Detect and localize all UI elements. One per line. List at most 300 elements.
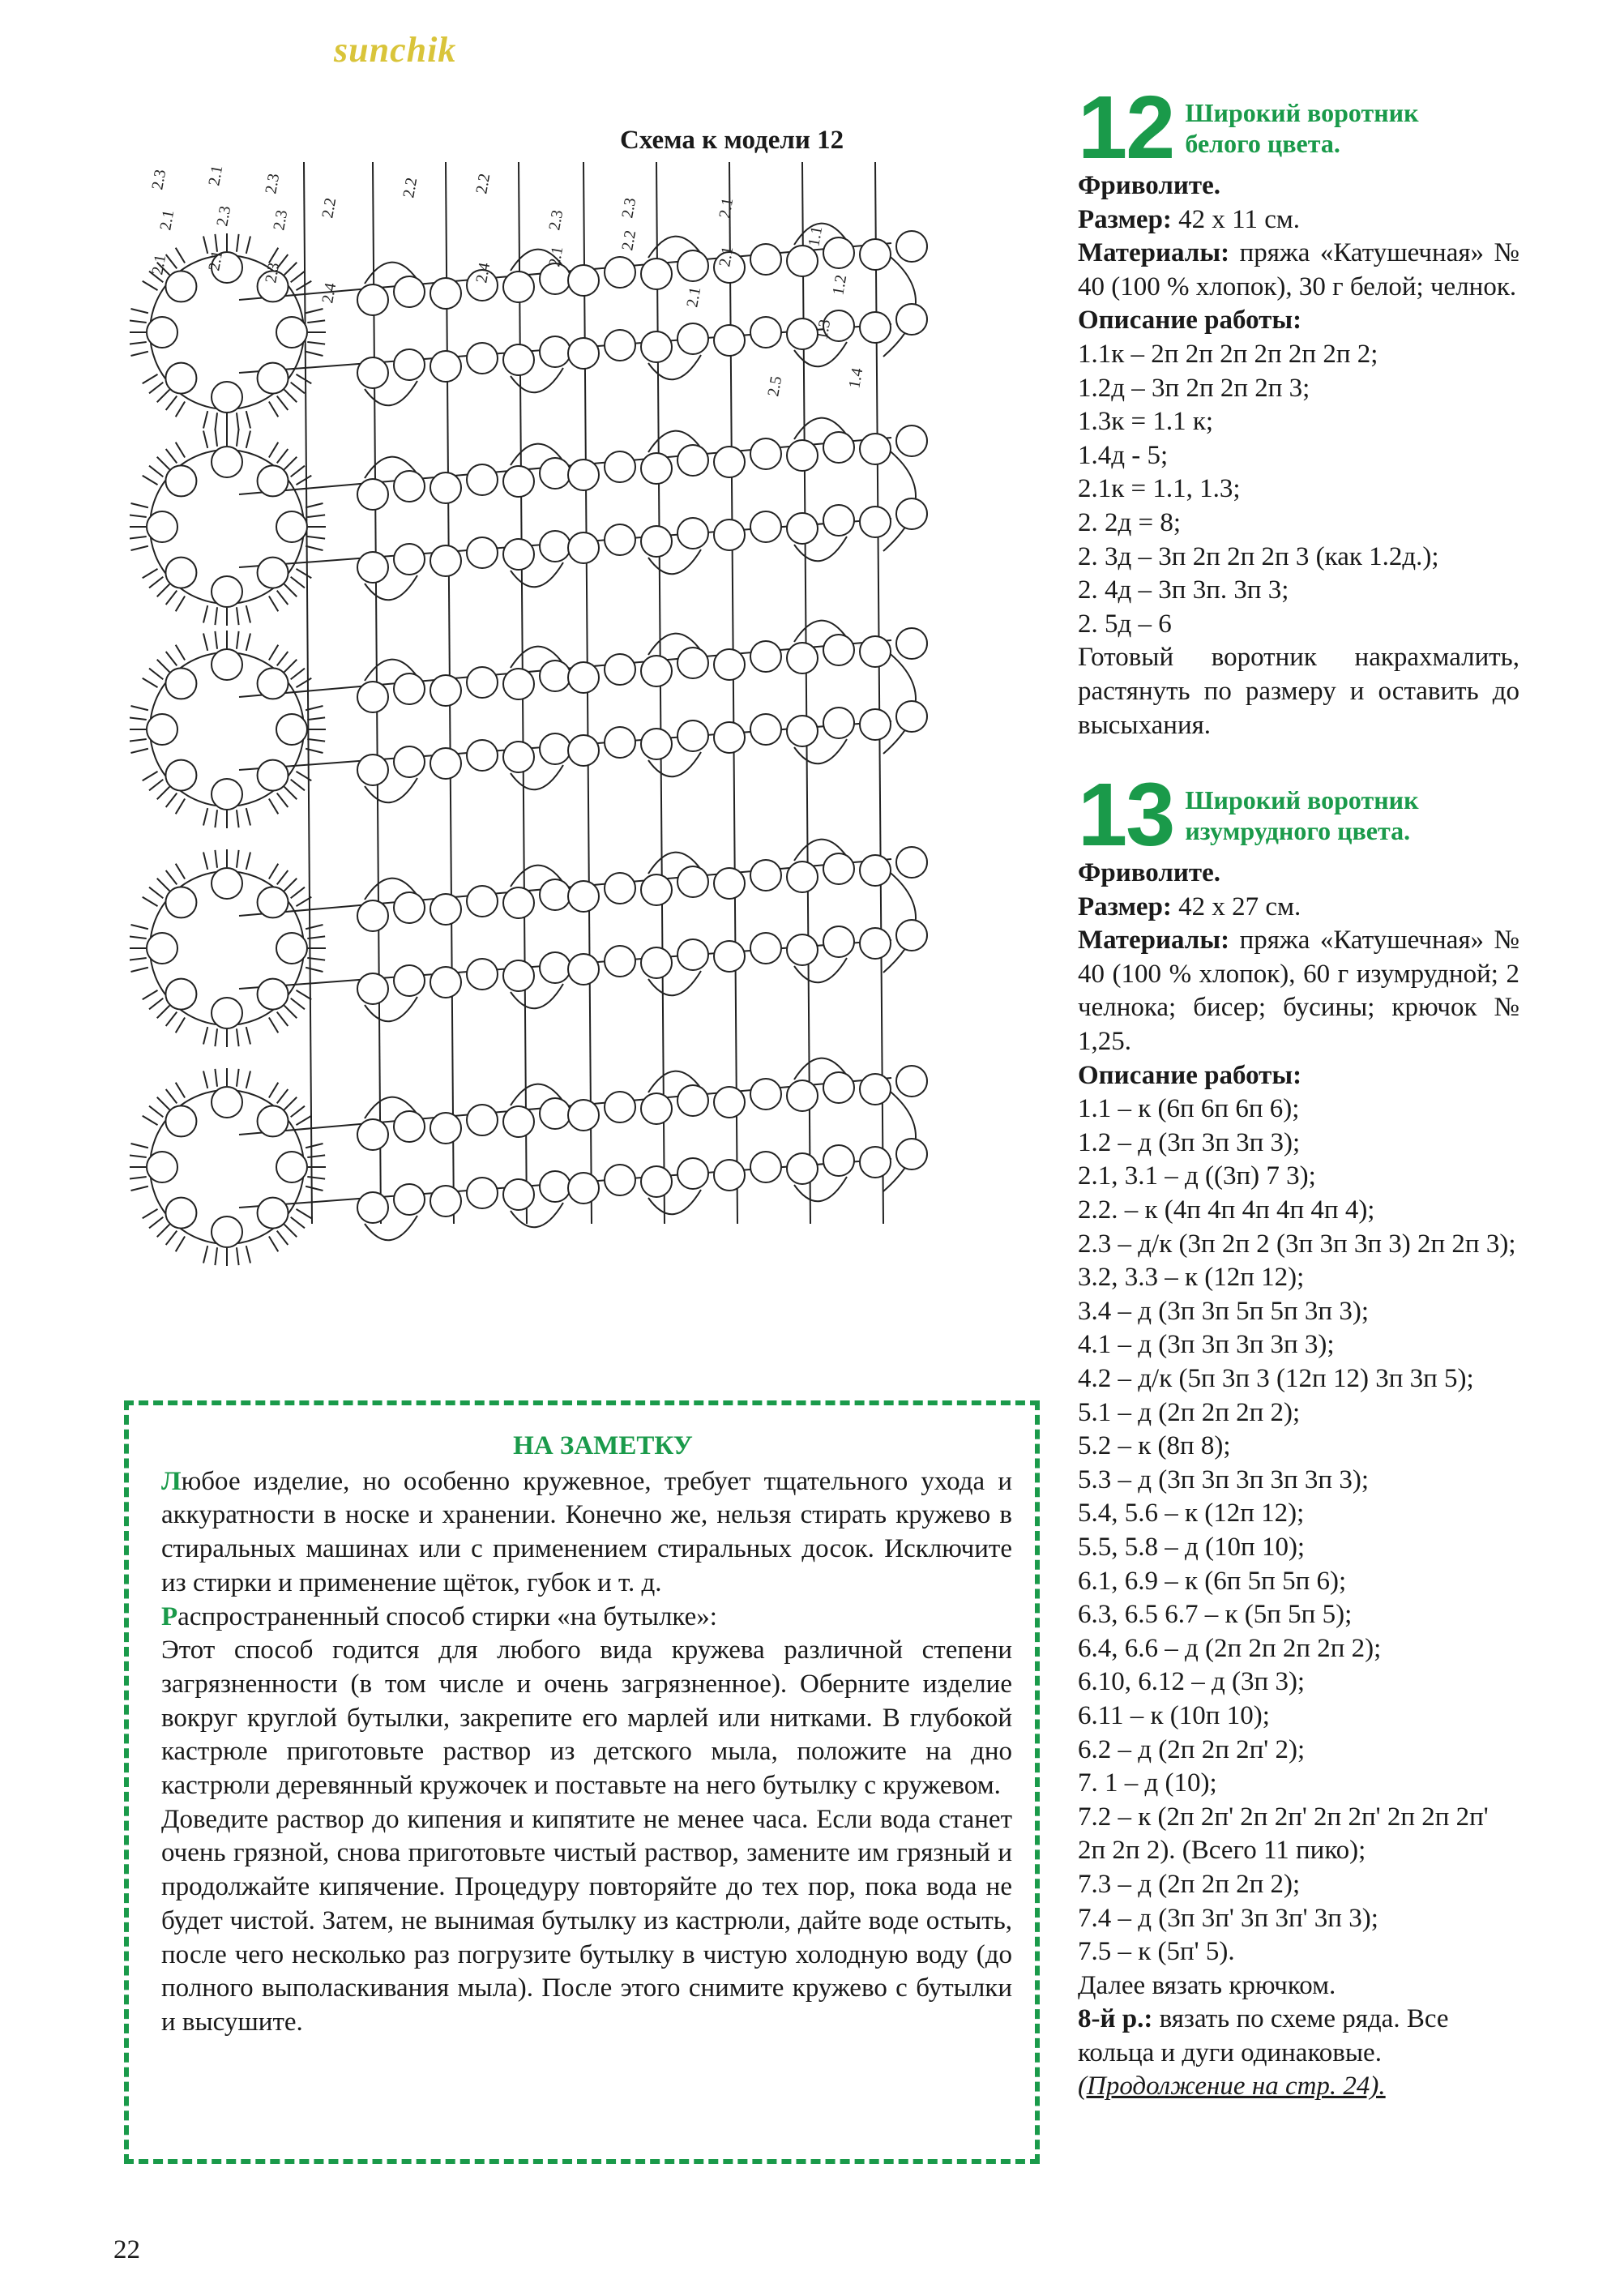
ring-node [750, 244, 781, 275]
picot [149, 669, 163, 680]
ring-node [787, 862, 818, 892]
ring-node [641, 453, 672, 484]
picot [291, 1217, 305, 1229]
step-line: 3.2, 3.3 – к (12п 12); [1078, 1263, 1305, 1293]
ring-node [430, 1113, 461, 1144]
ring-node [503, 344, 534, 375]
picot [296, 476, 311, 485]
model12-title-line2: белого цвета. [1185, 128, 1340, 158]
picot [130, 320, 147, 323]
picot [269, 401, 278, 417]
ring-node [641, 331, 672, 362]
diagram-label: 2.1 [716, 196, 737, 220]
ring-node [212, 1087, 242, 1118]
ring-node [165, 760, 196, 791]
picot [203, 808, 207, 825]
model12-steps [1078, 338, 1519, 641]
ring-node [430, 1186, 461, 1216]
picot [291, 466, 305, 477]
model12-final: Готовый воротник накрахмалить, растянуть по размеру и оставить до высыхания. [1078, 643, 1519, 740]
note-paragraph-2 [161, 1601, 1012, 1635]
ring-node [212, 576, 242, 607]
diagram-label: 2.3 [262, 261, 284, 284]
picot [237, 1069, 239, 1087]
ring-node [714, 722, 745, 753]
picot [130, 515, 147, 517]
picot [269, 1017, 278, 1033]
picot [149, 998, 163, 1010]
ring-node [357, 1192, 388, 1223]
picot [176, 1017, 185, 1033]
ring-node [714, 1087, 745, 1118]
model12-size [1078, 203, 1519, 237]
ring-node [677, 250, 708, 281]
ring-node [714, 447, 745, 477]
model13-title [1185, 785, 1418, 846]
ring-node [503, 960, 534, 991]
picot [157, 390, 170, 403]
ring-node [165, 271, 196, 301]
model13-size [1078, 891, 1519, 925]
ring-node [165, 979, 196, 1010]
note-paragraph-4: Доведите раствор до кипения и кипятите не менее часа. Если вода станет очень грязной, снова приготовьте чистый раствор, замените им грязный и продолжайте кипячение. Процедуру повторяйте до тех пор, пока вода не будет чистой. Затем, не вынимая бутылку из кастрюли, дайте воде остыть, после чего несколько раз погрузите бутылку в чистую холодную воду (до полного выполаскивания мыла). После этого снимите кружево с бутылки и высушите. [161, 1804, 1012, 2037]
picot [306, 1144, 323, 1148]
ring-node [896, 1139, 927, 1169]
picot [277, 1089, 288, 1103]
ring-node [860, 434, 891, 464]
picot [306, 968, 323, 972]
ring-node [605, 257, 635, 288]
ring-node [896, 425, 927, 456]
picot [143, 772, 158, 780]
ring-node [165, 887, 196, 917]
ring-node [823, 505, 854, 536]
ring-node [357, 973, 388, 1004]
picot [237, 810, 239, 827]
picot [277, 793, 288, 807]
picot [203, 852, 207, 869]
picot [157, 1006, 170, 1019]
picot [149, 1217, 163, 1229]
ring-node [750, 860, 781, 891]
picot [203, 236, 207, 253]
picot [246, 411, 250, 428]
picot [284, 390, 297, 403]
picot [237, 631, 239, 649]
picot [149, 577, 163, 588]
ring-node [860, 1074, 891, 1105]
diagram-label: 2.3 [270, 208, 292, 232]
instructions-column [1078, 78, 1519, 2104]
picot [166, 793, 177, 807]
ring-node [165, 668, 196, 699]
picot [203, 430, 207, 447]
step-line: 7.5 – к (5п' 5). [1078, 1937, 1235, 1967]
ring-node [147, 714, 177, 745]
ring-node [568, 460, 599, 490]
size-value: 42 х 11 см. [1171, 204, 1300, 234]
picot [130, 342, 147, 344]
picot [296, 569, 311, 578]
ring-node [750, 317, 781, 348]
ring-node [258, 1105, 288, 1136]
ring-node [258, 558, 288, 588]
picot [291, 887, 305, 899]
ring-node [394, 1111, 425, 1142]
ring-node [212, 447, 242, 477]
ring-node [357, 900, 388, 931]
ring-node [605, 727, 635, 758]
picot [166, 1231, 177, 1245]
ring-node [258, 1198, 288, 1229]
picot [166, 1012, 177, 1026]
step-line: 2.1к = 1.1, 1.3; [1078, 474, 1241, 504]
diagram-label: 2.3 [262, 172, 284, 195]
ring-node [568, 532, 599, 563]
ring-node [276, 317, 307, 348]
picot [296, 1209, 311, 1218]
model13-header [1078, 765, 1519, 866]
picot [166, 652, 177, 665]
row8-label: 8-й р.: [1078, 2004, 1153, 2034]
ring-node [641, 947, 672, 978]
size-label: Размер: [1078, 891, 1172, 921]
thread-line [656, 162, 665, 1224]
picot [215, 234, 217, 252]
ring-node [165, 363, 196, 394]
picot [306, 352, 323, 356]
ring-node [823, 635, 854, 665]
ring-node [568, 1173, 599, 1204]
step-line: 2. 3д – 3п 2п 2п 2п 3 (как 1.2д.); [1078, 541, 1439, 571]
model13-title-line2: изумрудного цвета. [1185, 815, 1411, 845]
ring-node [258, 887, 288, 917]
ring-node [212, 779, 242, 810]
ring-node [750, 1152, 781, 1182]
picot [176, 596, 185, 611]
picot [284, 879, 297, 891]
materials-value: пряжа «Катушечная» № 40 (100 % хлопок), 60 г изумрудной; 2 челнока; бисер; бусины; крючок № 1,25. [1078, 926, 1519, 1057]
materials-label: Материалы: [1078, 238, 1230, 268]
ring-node [750, 1079, 781, 1110]
ring-node [787, 1153, 818, 1184]
ring-node [860, 855, 891, 886]
ring-node [467, 959, 498, 990]
picot [176, 798, 185, 814]
picot [291, 577, 305, 588]
diagram-title: Схема к модели 12 [620, 126, 844, 155]
picot [277, 1231, 288, 1245]
model12-header [1078, 78, 1519, 177]
diagram-label: 2.2 [472, 172, 494, 195]
picot [176, 864, 185, 879]
ring-node [677, 648, 708, 678]
ring-node [823, 237, 854, 268]
picot [157, 457, 170, 470]
picot [157, 660, 170, 673]
picot [176, 401, 185, 417]
step-line: 1.1 – к (6п 6п 6п 6); [1078, 1094, 1300, 1124]
picot [215, 1069, 217, 1087]
ring-node [641, 1093, 672, 1124]
picot [203, 605, 207, 622]
step-line: 7. 1 – д (10); [1078, 1768, 1217, 1798]
diagram-label: 2.1 [156, 208, 178, 232]
picot [130, 352, 147, 356]
step-line: 1.2д – 3п 2п 2п 2п 3; [1078, 373, 1310, 403]
picot [176, 645, 185, 661]
picot [149, 1106, 163, 1118]
ring-node [605, 873, 635, 904]
picot [203, 1246, 207, 1263]
model12-title-line1: Широкий воротник [1185, 97, 1419, 127]
picot [215, 1247, 217, 1265]
picot [157, 1097, 170, 1110]
picot [237, 413, 239, 430]
row8-text: вязать по схеме ряда. Все кольца и дуги одинаковые. [1078, 2004, 1449, 2067]
ring-node [714, 868, 745, 899]
picot [277, 396, 288, 410]
ring-node [605, 451, 635, 482]
step-line: 3.4 – д (3п 3п 5п 5п 3п 3); [1078, 1296, 1369, 1326]
picot [237, 850, 239, 868]
ring-node [896, 847, 927, 878]
picot [306, 1186, 323, 1191]
picot [176, 248, 185, 263]
step-line: 1.3к = 1.1 к; [1078, 407, 1214, 437]
ring-node [357, 755, 388, 785]
ring-node [823, 432, 854, 463]
diagram-label: 1.4 [845, 366, 867, 390]
ring-node [641, 729, 672, 759]
model13-steps [1078, 1092, 1519, 2003]
materials-label: Материалы: [1078, 926, 1230, 956]
note-title: НА ЗАМЕТКУ [513, 1431, 693, 1460]
ring-node [540, 879, 571, 910]
picot [307, 537, 325, 539]
ring-node [258, 668, 288, 699]
picot [237, 1247, 239, 1265]
picot [246, 430, 250, 447]
ring-node [750, 438, 781, 469]
picot [130, 936, 147, 938]
ring-node [276, 933, 307, 964]
step-line: 2. 2д = 8; [1078, 507, 1182, 537]
diagram-label: 2.4 [472, 261, 494, 284]
ring-node [677, 445, 708, 476]
picot [130, 1177, 147, 1179]
ring-node [860, 709, 891, 740]
picot [157, 879, 170, 891]
picot [215, 810, 217, 827]
picot [269, 798, 278, 814]
ring-node [503, 742, 534, 772]
ring-node [605, 330, 635, 361]
step-line: 6.10, 6.12 – д (3п 3); [1078, 1667, 1306, 1697]
picot [246, 808, 250, 825]
picot [307, 739, 325, 742]
thread-line [304, 162, 312, 1224]
ring-node [430, 967, 461, 998]
picot [143, 990, 158, 999]
picot [130, 925, 147, 929]
ring-node [540, 336, 571, 367]
ring-node [147, 1152, 177, 1182]
step-line: 6.3, 6.5 6.7 – к (5п 5п 5); [1078, 1600, 1353, 1630]
size-value: 42 х 27 см. [1171, 891, 1301, 921]
picot [284, 1225, 297, 1238]
ring-node [276, 511, 307, 542]
ring-node [750, 511, 781, 542]
ring-node [896, 628, 927, 659]
picot [306, 503, 323, 507]
step-line: 7.2 – к (2п 2п' 2п 2п' 2п 2п' 2п 2п 2п' 2п 2п 2). (Всего 11 пико); [1078, 1802, 1489, 1866]
picot [203, 633, 207, 650]
picot [176, 1236, 185, 1251]
ring-node [787, 246, 818, 276]
ring-node [147, 933, 177, 964]
ring-node [540, 458, 571, 489]
model13-desc-label: Описание работы: [1078, 1060, 1302, 1090]
ring-node [467, 464, 498, 495]
picot [130, 717, 147, 720]
ring-node [503, 466, 534, 497]
ring-node [258, 760, 288, 791]
step-line: 1.4д - 5; [1078, 440, 1169, 470]
picot [157, 584, 170, 597]
ring-node [430, 278, 461, 309]
thread-line [729, 162, 737, 1224]
diagram-label: 2.5 [764, 374, 786, 398]
picot [130, 537, 147, 539]
picot [215, 413, 217, 430]
picot [130, 739, 147, 742]
ring-node [165, 1105, 196, 1136]
picot [143, 1209, 158, 1218]
picot [306, 546, 323, 550]
ring-node [430, 472, 461, 503]
drop-cap: Р [161, 1601, 178, 1631]
ring-node [503, 1179, 534, 1210]
model12-number: 12 [1078, 78, 1174, 177]
ring-node [540, 661, 571, 691]
picot [166, 591, 177, 605]
ring-node [357, 479, 388, 510]
diagram-label: 2.3 [213, 204, 235, 228]
step-line: 7.3 – д (2п 2п 2п 2); [1078, 1869, 1301, 1899]
picot [269, 596, 278, 611]
picot [246, 236, 250, 253]
ring-node [677, 866, 708, 897]
ring-node [641, 656, 672, 686]
picot [237, 429, 239, 447]
ring-node [212, 649, 242, 680]
picot [277, 870, 288, 884]
model12-desc-label: Описание работы: [1078, 306, 1302, 336]
ring-node [677, 1158, 708, 1189]
note-paragraph-3: Этот способ годится для любого вида кружева различной степени загрязненности (в том числе и очень загрязненное). Оберните изделие вокруг круглой бутылки, закрепите его марлей или нитками. В глубокой кастрюле приготовьте раствор из детского мыла, положите на дно кастрюли деревянный кружочек и поставьте на него бутылку с кружевом. [161, 1635, 1012, 1801]
picot [296, 281, 311, 290]
ring-node [394, 673, 425, 704]
ring-node [605, 1092, 635, 1122]
picot [291, 383, 305, 394]
ring-node [258, 465, 288, 496]
step-line: 4.2 – д/к (5п 3п 3 (12п 12) 3п 3п 5); [1078, 1364, 1474, 1393]
continuation-link[interactable]: (Продолжение на стр. 24). [1078, 2072, 1386, 2101]
picot [166, 396, 177, 410]
ring-node [394, 276, 425, 307]
picot [130, 1155, 147, 1157]
picot [284, 584, 297, 597]
ring-node [860, 928, 891, 959]
ring-node [394, 746, 425, 777]
ring-node [677, 323, 708, 354]
picot [291, 669, 305, 680]
ring-node [787, 440, 818, 471]
picot [143, 374, 158, 383]
ring-node [394, 965, 425, 996]
picot [237, 607, 239, 625]
ring-node [896, 498, 927, 529]
picot [269, 248, 278, 263]
ring-node [357, 552, 388, 583]
picot [307, 717, 325, 720]
ring-node [540, 733, 571, 764]
picot [237, 1028, 239, 1046]
picot [149, 780, 163, 791]
note-text: аспространенный способ стирки «на бутылке»: [177, 1601, 717, 1631]
ring-node [540, 952, 571, 983]
ring-node [430, 351, 461, 382]
model13-technique: Фриволите. [1078, 858, 1221, 888]
picot [269, 1236, 278, 1251]
model12-title [1185, 97, 1418, 159]
picot [277, 449, 288, 463]
diagram-label: 2.2 [318, 196, 340, 220]
ring-node [860, 507, 891, 537]
picot [237, 234, 239, 252]
ring-node [357, 357, 388, 388]
picot [307, 1177, 325, 1179]
ring-node [896, 701, 927, 732]
ring-node [276, 714, 307, 745]
ring-node [357, 284, 388, 315]
watermark: sunchik [334, 30, 457, 70]
ring-node [568, 735, 599, 766]
picot [246, 852, 250, 869]
step-line: 7.4 – д (3п 3п' 3п 3п' 3п 3); [1078, 1903, 1378, 1933]
ring-node [605, 654, 635, 685]
ring-node [568, 265, 599, 296]
ring-node [714, 1160, 745, 1191]
picot [246, 633, 250, 650]
picot [215, 631, 217, 649]
ring-node [540, 531, 571, 562]
ring-node [212, 1216, 242, 1247]
diagram-label: 2.3 [545, 208, 567, 232]
ring-node [430, 545, 461, 576]
step-line: Далее вязать крючком. [1078, 1970, 1336, 2000]
ring-node [823, 853, 854, 884]
ring-node [787, 1080, 818, 1111]
picot [130, 958, 147, 960]
ring-node [860, 239, 891, 270]
ring-node [147, 317, 177, 348]
diagram-label: 1.2 [829, 273, 851, 297]
diagram-label: 2.4 [318, 281, 340, 305]
picot [130, 503, 147, 507]
ring-node [641, 1166, 672, 1197]
